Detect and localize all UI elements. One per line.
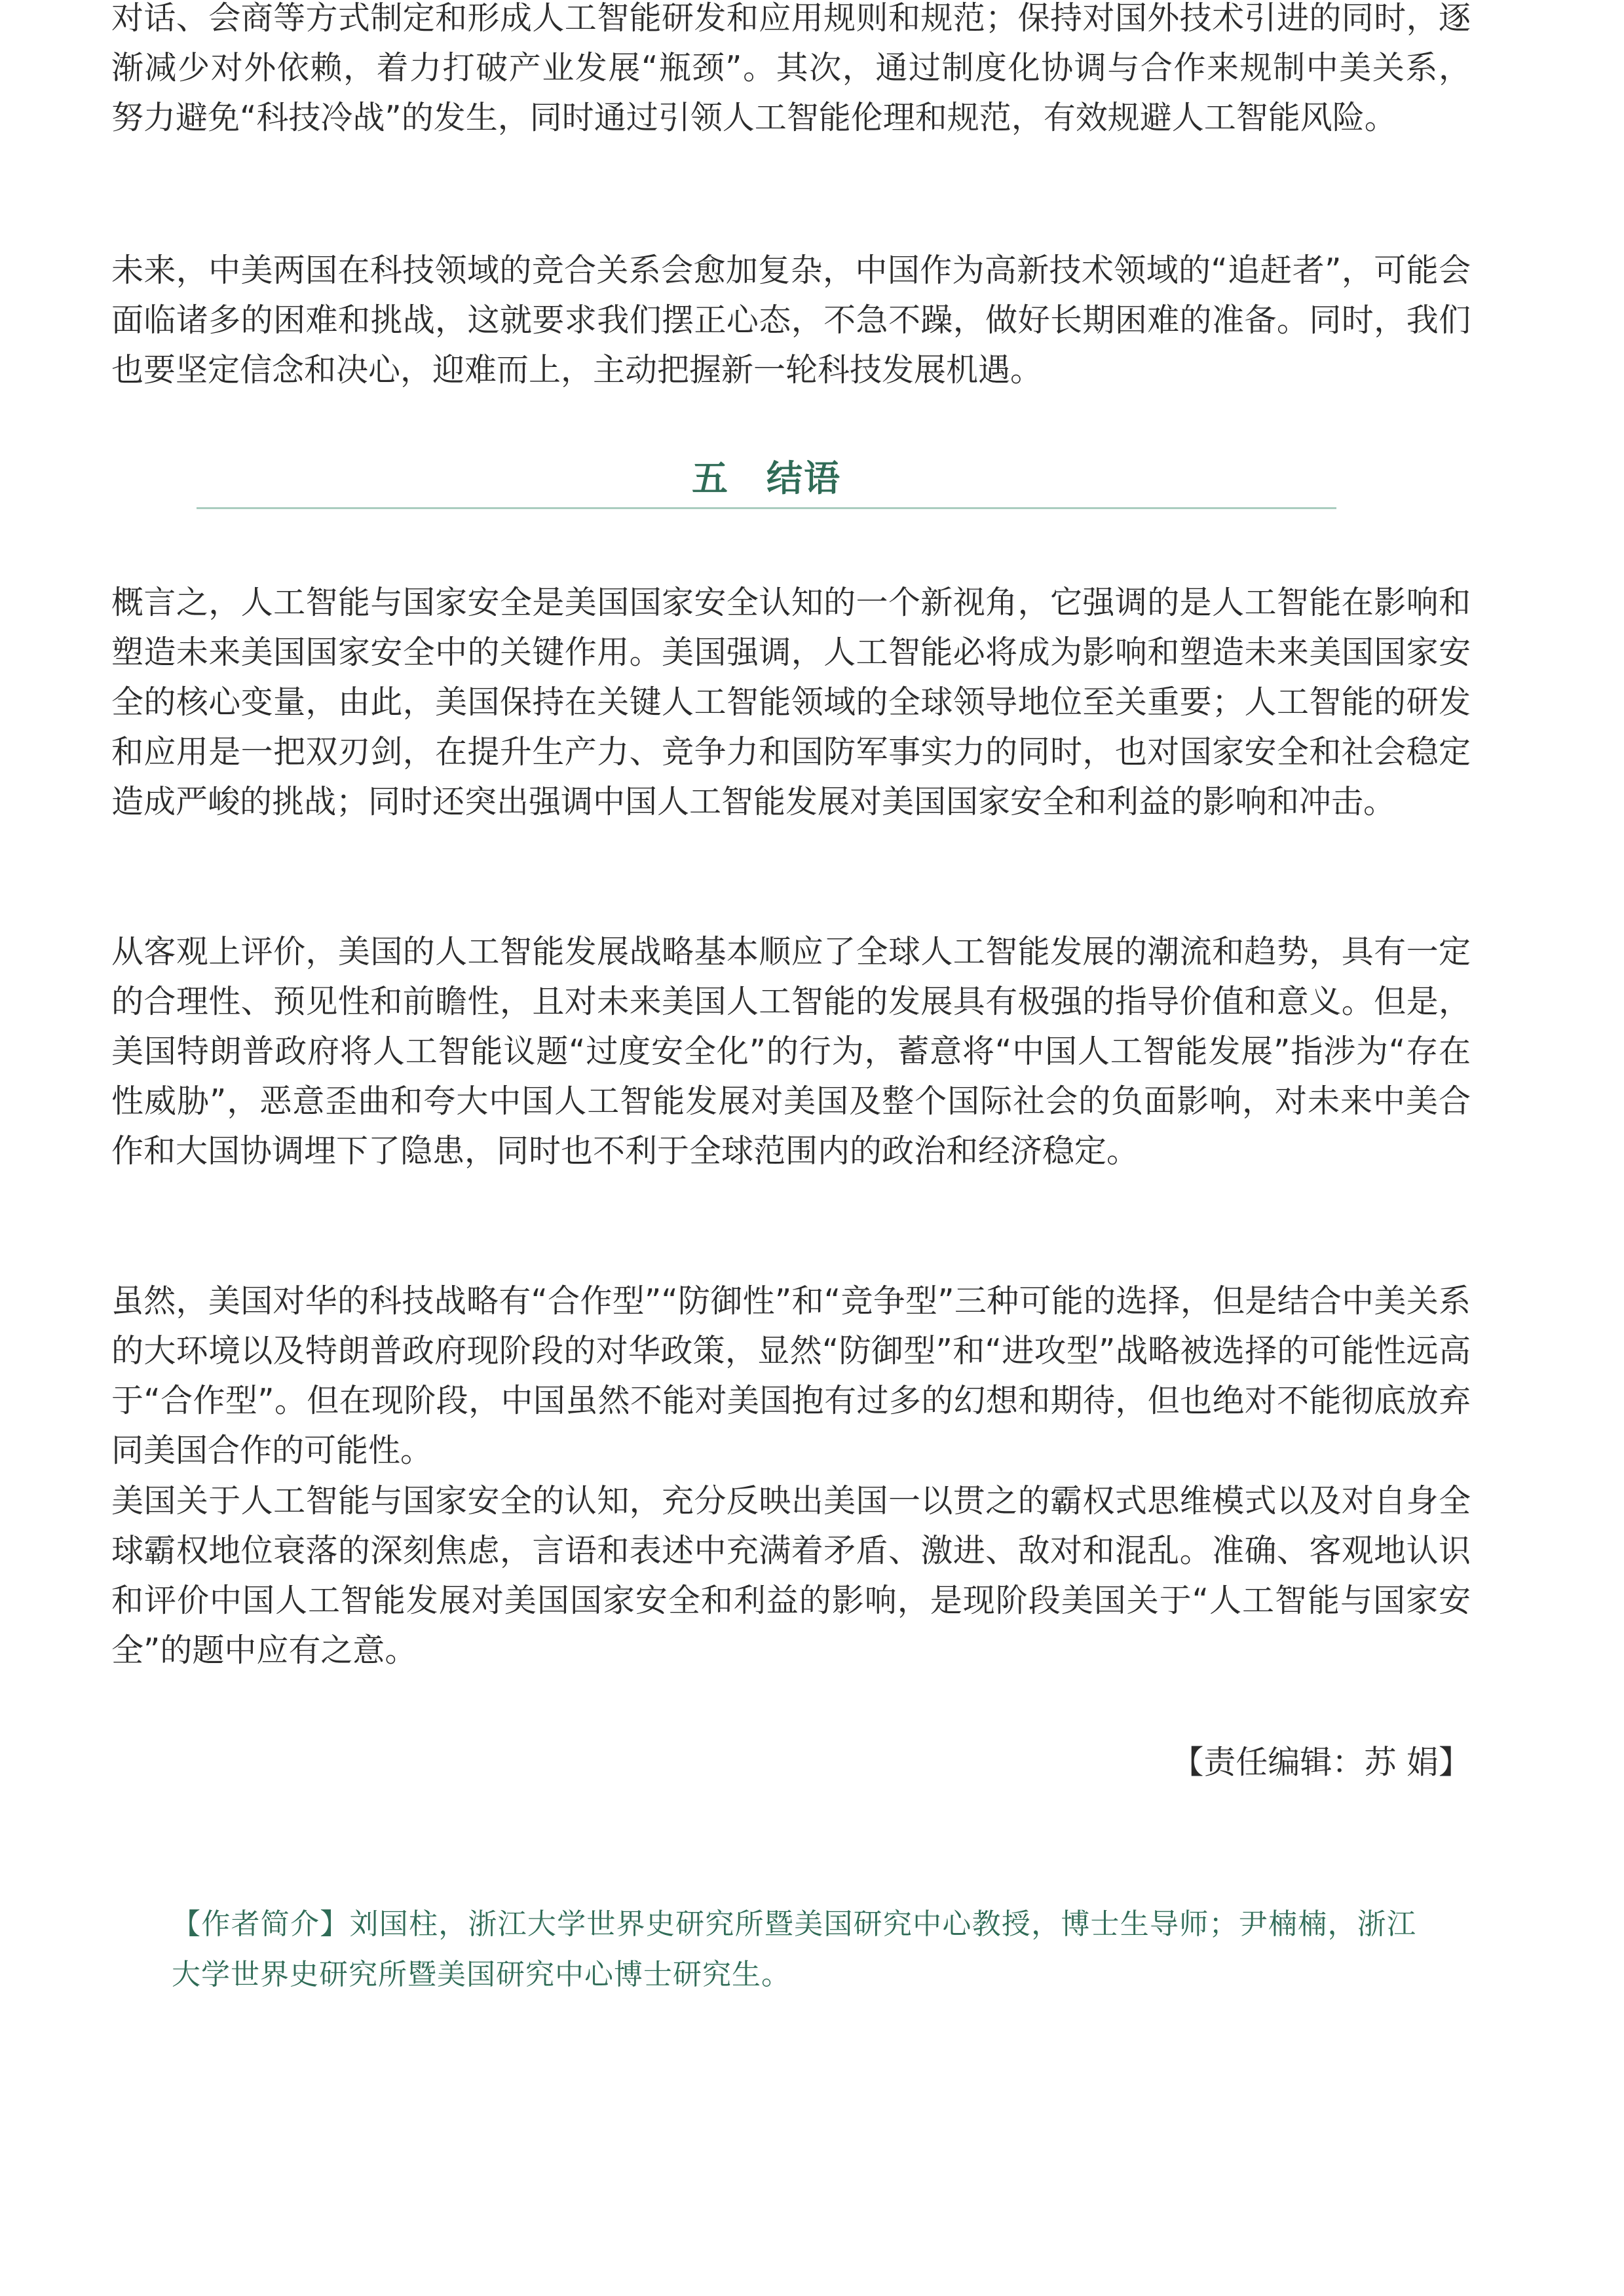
paragraph-strategy-options: 虽然，美国对华的科技战略有“合作型”“防御性”和“竞争型”三种可能的选择，但是结合中美关系的大环境以及特朗普政府现阶段的对华政策，显然“防御型”和“进攻型”战略被选择的可能性远高于“合作型”。但在现阶段，中国虽然不能对美国抱有过多的幻想和期待，但也绝对不能彻底放弃同美国合作的可能性。 bbox=[111, 1282, 1471, 1469]
heading-divider bbox=[197, 507, 1336, 509]
paragraph-future-outlook: 未来，中美两国在科技领域的竞合关系会愈加复杂，中国作为高新技术领域的“追赶者”，可能会面临诸多的困难和挑战，这就要求我们摆正心态，不急不躁，做好长期困难的准备。同时，我们也要坚定信念和决心，迎难而上，主动把握新一轮科技发展机遇。 bbox=[111, 252, 1471, 389]
paragraph-evaluation: 从客观上评价，美国的人工智能发展战略基本顺应了全球人工智能发展的潮流和趋势，具有一定的合理性、预见性和前瞻性，且对未来美国人工智能的发展具有极强的指导价值和意义。但是，美国特朗普政府将人工智能议题“过度安全化”的行为，蓄意将“中国人工智能发展”指涉为“存在性威胁”，恶意歪曲和夸大中国人工智能发展对美国及整个国际社会的负面影响，对未来中美合作和大国协调埋下了隐患，同时也不利于全球范围内的政治和经济稳定。 bbox=[111, 933, 1471, 1170]
author-bio: 【作者简介】刘国柱，浙江大学世界史研究所暨美国研究中心教授，博士生导师；尹楠楠，浙江大学世界史研究所暨美国研究中心博士研究生。 bbox=[172, 1907, 1416, 1991]
paragraph-summary: 概言之，人工智能与国家安全是美国国家安全认知的一个新视角，它强调的是人工智能在影响和塑造未来美国国家安全中的关键作用。美国强调，人工智能必将成为影响和塑造未来美国国家安全的核心变量，由此，美国保持在关键人工智能领域的全球领导地位至关重要；人工智能的研发和应用是一把双刃剑，在提升生产力、竞争力和国防军事实力的同时，也对国家安全和社会稳定造成严峻的挑战；同时还突出强调中国人工智能发展对美国国家安全和利益的影响和冲击。 bbox=[111, 584, 1471, 820]
editor-credit: 【责任编辑：苏 娟】 bbox=[1171, 1744, 1471, 1781]
paragraph-continuation: 对话、会商等方式制定和形成人工智能研发和应用规则和规范；保持对国外技术引进的同时，逐渐减少对外依赖，着力打破产业发展“瓶颈”。其次，通过制度化协调与合作来规制中美关系， 努力避免“科技冷战”的发生，同时通过引领人工智能伦理和规范，有效规避人工智能风险。 bbox=[111, 0, 1471, 136]
paragraph-conclusion: 美国关于人工智能与国家安全的认知，充分反映出美国一以贯之的霸权式思维模式以及对自身全球霸权地位衰落的深刻焦虑，言语和表述中充满着矛盾、激进、敌对和混乱。准确、客观地认识和评价中国人工智能发展对美国国家安全和利益的影响，是现阶段美国关于“人工智能与国家安全”的题中应有之意。 bbox=[111, 1482, 1471, 1669]
section-heading: 五 结语 bbox=[691, 457, 841, 499]
section-heading-block bbox=[197, 452, 1336, 511]
